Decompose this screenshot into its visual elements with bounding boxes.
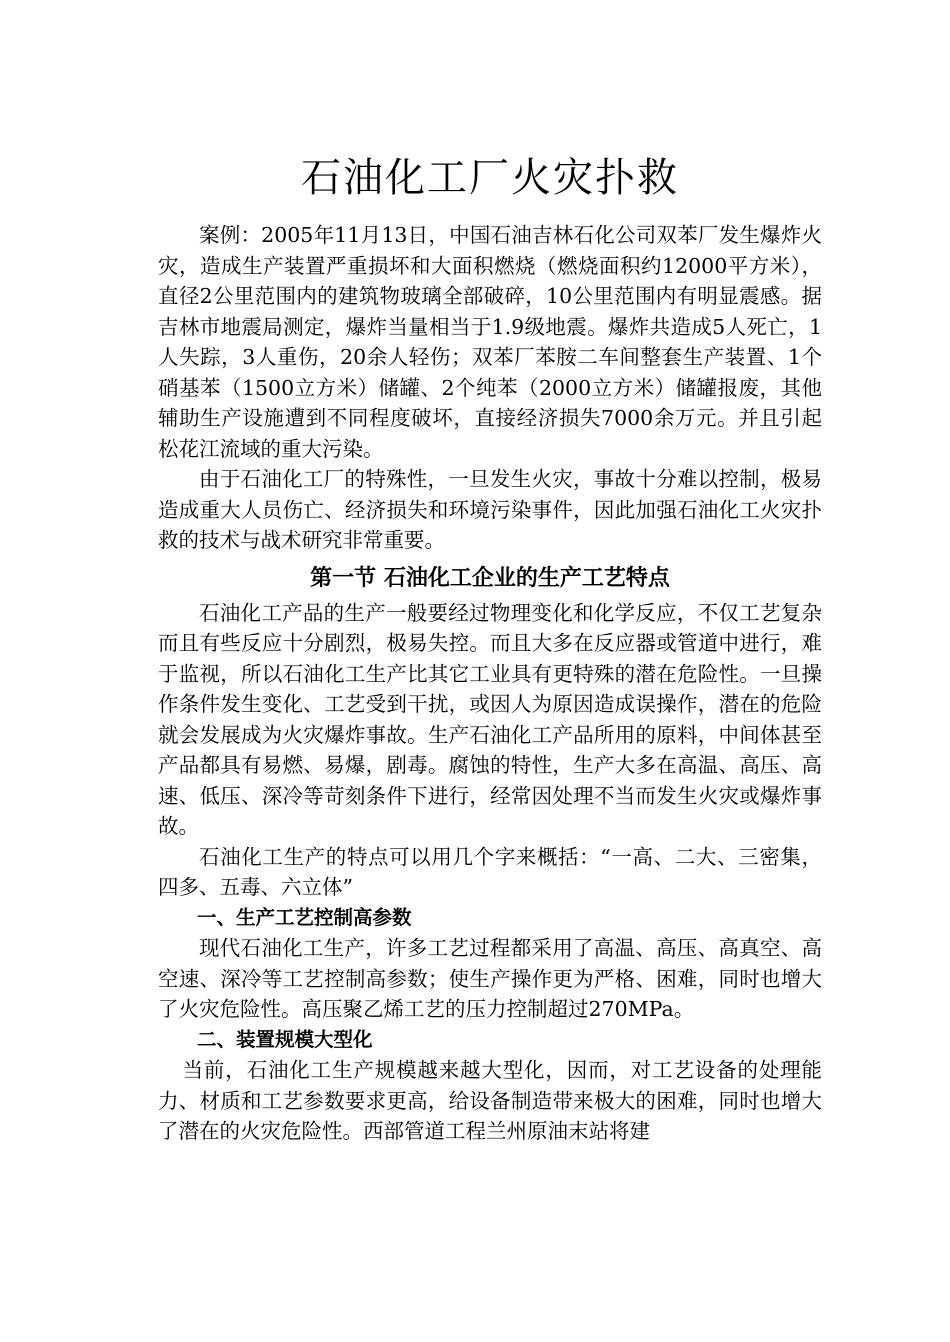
document-page bbox=[158, 150, 822, 1147]
subheading-high-parameters: 一、生产工艺控制高参数 bbox=[197, 905, 412, 929]
section-paragraph-summary: 石油化工生产的特点可以用几个字来概括：“一高、二大、三密集，四多、五毒、六立体” bbox=[158, 844, 822, 899]
section-title: 第一节 石油化工企业的生产工艺特点 bbox=[310, 565, 670, 591]
document-title: 石油化工厂火灾扑救 bbox=[301, 155, 679, 201]
subsection-paragraph-high-parameters: 现代石油化工生产，许多工艺过程都采用了高温、高压、高真空、高空速、深冷等工艺控制高参数；使生产操作更为严格、困难，同时也增大了火灾危险性。高压聚乙烯工艺的压力控制超过270MPa。 bbox=[158, 936, 822, 1021]
subheading-large-scale: 二、装置规模大型化 bbox=[197, 1027, 373, 1051]
section-paragraph-process: 石油化工产品的生产一般要经过物理变化和化学反应，不仅工艺复杂而且有些反应十分剧烈，极易失控。而且大多在反应器或管道中进行，难于监视，所以石油化工生产比其它工业具有更特殊的潜在危险性。一旦操作条件发生变化、工艺受到干扰，或因人为原因造成误操作，潜在的危险就会发展成为火灾爆炸事故。生产石油化工产品所用的原料，中间体甚至产品都具有易燃、易爆，剧毒。腐蚀的特性，生产大多在高温、高压、高速、低压、深冷等苛刻条件下进行，经常因处理不当而发生火灾或爆炸事故。 bbox=[158, 600, 822, 838]
subsection-paragraph-large-scale: 当前，石油化工生产规模越来越大型化，因而，对工艺设备的处理能力、材质和工艺参数要求更高，给设备制造带来极大的困难，同时也增大了潜在的火灾危险性。西部管道工程兰州原油末站将建 bbox=[158, 1058, 822, 1143]
intro-paragraph-case: 案例：2005年11月13日，中国石油吉林石化公司双苯厂发生爆炸火灾，造成生产装置严重损坏和大面积燃烧（燃烧面积约12000平方米），直径2公里范围内的建筑物玻璃全部破碎，10公里范围内有明显震感。据吉林市地震局测定，爆炸当量相当于1.9级地震。爆炸共造成5人死亡，1人失踪，3人重伤，20余人轻伤；双苯厂苯胺二车间整套生产装置、1个硝基苯（1500立方米）储罐、2个纯苯（2000立方米）储罐报废，其他辅助生产设施遭到不同程度破坏，直接经济损失7000余万元。并且引起松花江流域的重大污染。 bbox=[158, 223, 822, 461]
intro-paragraph-importance: 由于石油化工厂的特殊性，一旦发生火灾，事故十分难以控制，极易造成重大人员伤亡、经济损失和环境污染事件，因此加强石油化工火灾扑救的技术与战术研究非常重要。 bbox=[158, 467, 822, 552]
